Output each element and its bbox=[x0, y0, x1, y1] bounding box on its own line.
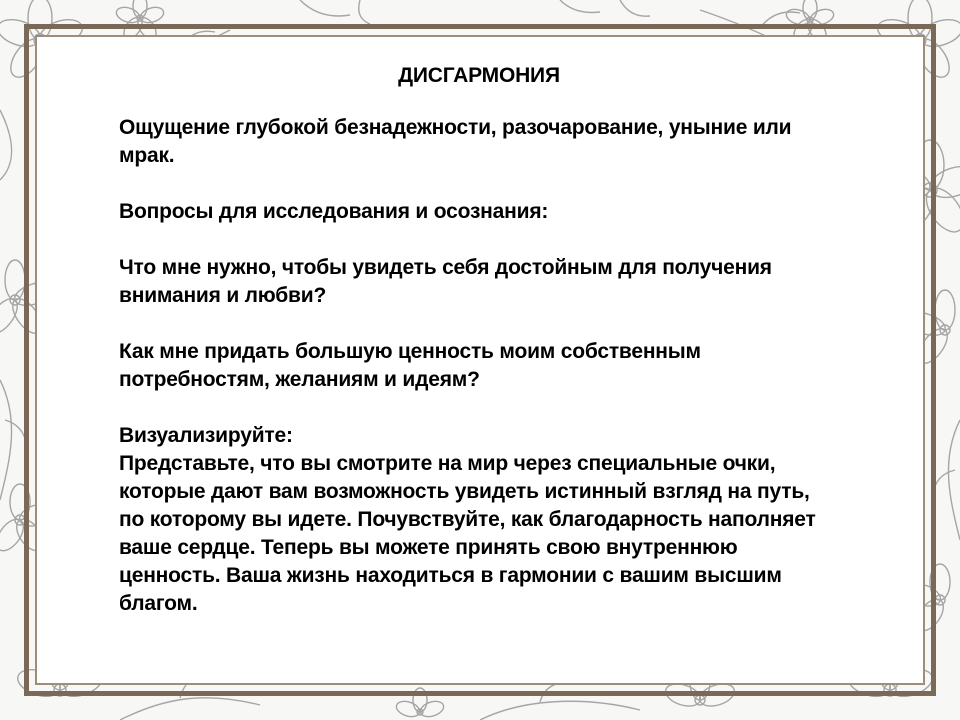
visualize-paragraph: Представьте, что вы смотрите на мир через специальные очки, которые дают вам возможность увидеть истинный взгляд на путь, по которому вы идете. Почувствуйте, как благодарность наполняет ваше сердце. Теперь вы можете принять свою внутреннюю ценность. Ваша жизнь находиться в гармонии с вашим высшим благом. bbox=[119, 452, 816, 615]
questions-heading: Вопросы для исследования и осознания: bbox=[119, 200, 549, 223]
intro-paragraph: Ощущение глубокой безнадежности, разочарование, уныние или мрак. bbox=[119, 116, 792, 167]
slide-content bbox=[119, 62, 839, 618]
question-2: Как мне придать большую ценность моим собственным потребностям, желаниям и идеям? bbox=[119, 340, 701, 391]
slide-title: ДИСГАРМОНИЯ bbox=[398, 64, 560, 87]
question-1: Что мне нужно, чтобы увидеть себя достойным для получения внимания и любви? bbox=[119, 256, 772, 307]
visualize-heading: Визуализируйте: bbox=[119, 424, 293, 447]
